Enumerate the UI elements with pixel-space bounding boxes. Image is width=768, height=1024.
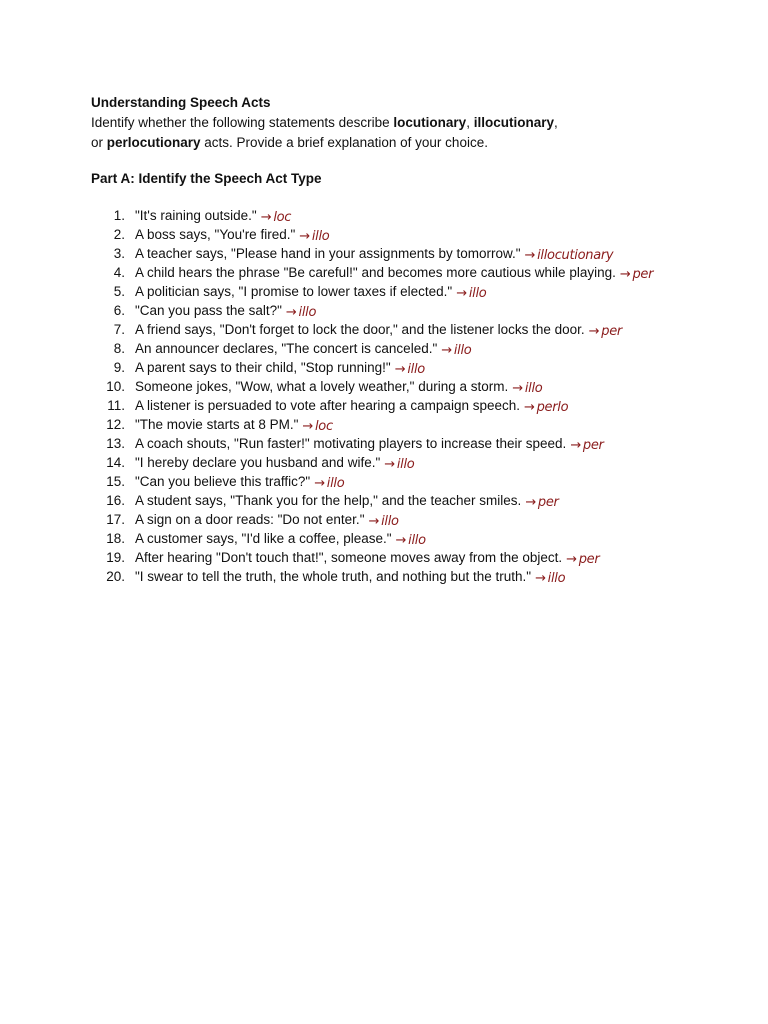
item-statement: A parent says to their child, "Stop running!" — [135, 360, 391, 375]
list-item — [0, 225, 768, 244]
item-statement: "I swear to tell the truth, the whole truth, and nothing but the truth." — [135, 569, 532, 584]
item-number: 18. — [106, 531, 125, 546]
arrow-icon: → — [524, 400, 535, 415]
arrow-icon: → — [588, 324, 600, 339]
handwritten-answer-text: perlo — [536, 400, 569, 415]
arrow-icon: → — [395, 533, 407, 548]
item-text — [135, 472, 344, 492]
item-text — [135, 301, 316, 321]
item-number: 1. — [113, 208, 125, 223]
item-number: 10. — [106, 379, 125, 394]
handwritten-answer-text: illo — [468, 286, 487, 301]
item-text — [135, 282, 486, 302]
list-item — [0, 206, 768, 225]
arrow-icon: → — [260, 210, 272, 225]
item-statement: Someone jokes, "Wow, what a lovely weather," during a storm. — [135, 379, 509, 394]
arrow-icon: → — [512, 381, 523, 396]
item-statement: A listener is persuaded to vote after hearing a campaign speech. — [135, 398, 520, 413]
list-item — [0, 320, 768, 339]
handwritten-answer-text: illocutionary — [537, 248, 614, 263]
item-number: 11. — [107, 398, 125, 413]
arrow-icon: → — [384, 457, 395, 472]
item-number: 19. — [106, 550, 125, 565]
item-number: 6. — [113, 303, 125, 318]
list-item — [0, 396, 768, 415]
instructions-text: Identify whether the following statements describe — [91, 115, 394, 130]
instructions-text: or — [91, 134, 107, 150]
handwritten-answer-text: illo — [547, 571, 566, 586]
item-number: 2. — [113, 227, 125, 242]
handwritten-answer-text: illo — [381, 514, 399, 529]
handwritten-answer-text: illo — [407, 362, 425, 377]
list-item — [0, 510, 768, 529]
item-statement: A friend says, "Don't forget to lock the door," and the listener locks the door. — [135, 322, 585, 337]
item-text — [135, 263, 653, 283]
item-number: 7. — [113, 322, 125, 337]
arrow-icon: → — [456, 286, 467, 301]
item-text — [135, 358, 425, 378]
item-statement: A politician says, "I promise to lower taxes if elected." — [135, 284, 453, 299]
part-a-heading: Part A: Identify the Speech Act Type — [91, 171, 322, 186]
arrow-icon: → — [441, 343, 452, 358]
list-item — [0, 567, 768, 586]
item-text — [135, 491, 559, 511]
handwritten-answer-text: illo — [326, 476, 345, 491]
list-item — [0, 548, 768, 567]
item-text — [135, 225, 329, 245]
handwritten-answer-text: per — [537, 495, 559, 510]
item-text — [135, 396, 568, 416]
handwritten-answer-text: illo — [408, 533, 426, 548]
handwritten-answer-text: illo — [453, 343, 472, 358]
instructions-text: , — [553, 115, 558, 130]
handwritten-answer-text: illo — [311, 229, 330, 244]
item-text — [135, 548, 599, 568]
list-item — [0, 301, 768, 320]
item-text — [135, 434, 604, 454]
item-statement: "Can you believe this traffic?" — [135, 474, 311, 489]
list-item — [0, 339, 768, 358]
item-number: 12. — [106, 417, 125, 432]
item-statement: "It's raining outside." — [135, 208, 257, 223]
item-text — [135, 510, 399, 530]
instructions-text: acts. Provide a brief explanation of your choice. — [200, 134, 488, 150]
arrow-icon: → — [314, 476, 325, 491]
list-item — [0, 491, 768, 510]
item-text — [135, 206, 291, 226]
arrow-icon: → — [619, 267, 631, 282]
item-statement: A sign on a door reads: "Do not enter." — [135, 512, 365, 527]
item-number: 14. — [106, 455, 125, 470]
list-item — [0, 415, 768, 434]
arrow-icon: → — [285, 305, 297, 320]
instructions-line-1 — [91, 113, 651, 133]
item-text — [135, 320, 622, 340]
arrow-icon: → — [524, 248, 536, 263]
list-item — [0, 377, 768, 396]
item-number: 17. — [106, 512, 125, 527]
handwritten-answer-text: per — [632, 267, 654, 282]
list-item — [0, 434, 768, 453]
arrow-icon: → — [566, 552, 577, 567]
item-text — [135, 567, 565, 587]
item-statement: After hearing "Don't touch that!", someone moves away from the object. — [135, 550, 563, 565]
item-number: 5. — [113, 284, 125, 299]
item-statement: A teacher says, "Please hand in your assignments by tomorrow." — [135, 246, 521, 261]
list-item — [0, 529, 768, 548]
list-item — [0, 263, 768, 282]
item-text — [135, 415, 333, 435]
item-statement: "I hereby declare you husband and wife." — [135, 455, 381, 470]
handwritten-answer-text: illo — [396, 457, 415, 472]
item-number: 13. — [106, 436, 125, 451]
item-statement: A customer says, "I'd like a coffee, please." — [135, 531, 392, 546]
handwritten-answer-text: loc — [273, 210, 292, 225]
item-number: 16. — [106, 493, 125, 508]
handwritten-answer-text: illo — [524, 381, 543, 396]
term-locutionary: locutionary — [393, 115, 467, 130]
item-number: 3. — [113, 246, 125, 261]
item-statement: An announcer declares, "The concert is canceled." — [135, 341, 438, 356]
item-statement: A boss says, "You're fired." — [135, 227, 296, 242]
handwritten-answer-text: per — [578, 552, 600, 567]
document-title: Understanding Speech Acts — [91, 95, 271, 110]
term-illocutionary: illocutionary — [473, 115, 554, 130]
item-statement: A student says, "Thank you for the help," and the teacher smiles. — [135, 493, 522, 508]
arrow-icon: → — [299, 229, 310, 244]
item-number: 9. — [113, 360, 125, 375]
arrow-icon: → — [368, 514, 380, 529]
handwritten-answer-text: loc — [314, 419, 333, 434]
item-statement: "Can you pass the salt?" — [135, 303, 282, 318]
instructions-text: , — [466, 115, 474, 130]
list-item — [0, 358, 768, 377]
arrow-icon: → — [535, 571, 546, 586]
item-number: 15. — [106, 474, 125, 489]
list-item — [0, 472, 768, 491]
term-perlocutionary: perlocutionary — [106, 134, 201, 150]
handwritten-answer-text: per — [601, 324, 622, 339]
instructions-line-2 — [91, 133, 651, 153]
item-text — [135, 453, 414, 473]
item-text — [135, 339, 471, 359]
item-text — [135, 377, 542, 397]
handwritten-answer-text: illo — [298, 305, 317, 320]
item-number: 8. — [113, 341, 125, 356]
question-list — [0, 206, 768, 586]
list-item — [0, 282, 768, 301]
list-item — [0, 244, 768, 263]
instructions — [91, 113, 651, 152]
item-text — [135, 244, 613, 264]
list-item — [0, 453, 768, 472]
item-statement: "The movie starts at 8 PM." — [135, 417, 299, 432]
arrow-icon: → — [394, 362, 406, 377]
item-number: 4. — [113, 265, 125, 280]
item-statement: A coach shouts, "Run faster!" motivating players to increase their speed. — [135, 436, 567, 451]
arrow-icon: → — [302, 419, 313, 434]
arrow-icon: → — [570, 438, 581, 453]
arrow-icon: → — [525, 495, 536, 510]
item-text — [135, 529, 426, 549]
item-number: 20. — [106, 569, 125, 584]
handwritten-answer-text: per — [582, 438, 604, 453]
handwritten-answer — [535, 569, 565, 588]
item-statement: A child hears the phrase "Be careful!" and becomes more cautious while playing. — [135, 265, 616, 280]
